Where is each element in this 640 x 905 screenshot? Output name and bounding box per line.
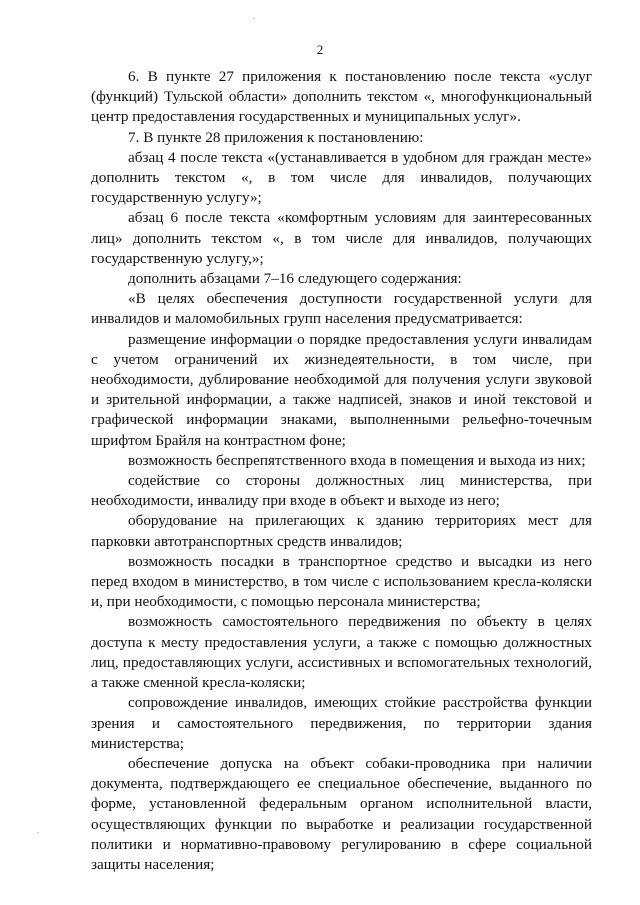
paragraph-parking: оборудование на прилегающих к зданию территориях мест для парковки автотранспортных средств инвалидов; <box>91 512 592 550</box>
paragraph-abzac-6: абзац 6 после текста «комфортным условиям для заинтересованных лиц» дополнить текстом «, в том числе для инвалидов, получающих государственную услугу,»; <box>91 209 592 267</box>
paragraph-transport: возможность посадки в транспортное средство и высадки из него перед входом в министерство, в том числе с использованием кресла-коляски и, при необходимости, с помощью персонала министерства; <box>91 552 592 611</box>
paragraph-item-7: 7. В пункте 28 приложения к постановлению: <box>128 128 424 146</box>
paragraph-add-abzacy: дополнить абзацами 7–16 следующего содержания: <box>128 270 462 288</box>
paragraph-assistance: содействие со стороны должностных лиц министерства, при необходимости, инвалиду при входе в объект и выходе из него; <box>91 472 592 510</box>
scan-speck <box>37 832 39 833</box>
paragraph-movement: возможность самостоятельного передвижения по объекту в целях доступа к месту предоставления услуги, а также с помощью должностных лиц, предоставляющих услуги, ассистивных и вспомогательных технологий, а также сменной кресла-коляски; <box>91 613 592 692</box>
scan-speck <box>253 18 255 19</box>
paragraph-item-6: 6. В пункте 27 приложения к постановлению после текста «услуг (функций) Тульской области» дополнить текстом «, многофункциональный центр предоставления государственных и муниципальных услуг». <box>91 68 592 126</box>
page-number: 2 <box>316 42 324 57</box>
paragraph-abzac-4: абзац 4 после текста «(устанавливается в удобном для граждан месте» дополнить текстом «, в том числе для инвалидов, получающих государственную услугу»; <box>91 148 592 207</box>
paragraph-guide-dog: обеспечение допуска на объект собаки-проводника при наличии документа, подтверждающего ее специальное обеспечение, выданного по форме, установленной федеральным органом исполнительной власти, осуществляющих функции по выработке и реализации государственной политики и нормативно-правовому регулированию в сфере социальной защиты населения; <box>91 754 592 873</box>
paragraph-free-entry: возможность беспрепятственного входа в помещения и выхода из них; <box>128 451 586 469</box>
paragraph-escort: сопровождение инвалидов, имеющих стойкие расстройства функции зрения и самостоятельного передвижения, по территории здания министерства; <box>91 694 592 752</box>
paragraph-info-placement: размещение информации о порядке предоставления услуги инвалидам с учетом ограничений их жизнедеятельности, в том числе, при необходимости, дублирование необходимой для получения услуги звуковой и зрительной информации, а также надписей, знаков и иной текстовой и графической информации знаками, выполненными рельефно-точечным шрифтом Брайля на контрастном фоне; <box>91 330 592 449</box>
document-body <box>91 67 592 875</box>
paragraph-accessibility-intro: «В целях обеспечения доступности государственной услуги для инвалидов и маломобильных групп населения предусматривается: <box>91 290 592 328</box>
